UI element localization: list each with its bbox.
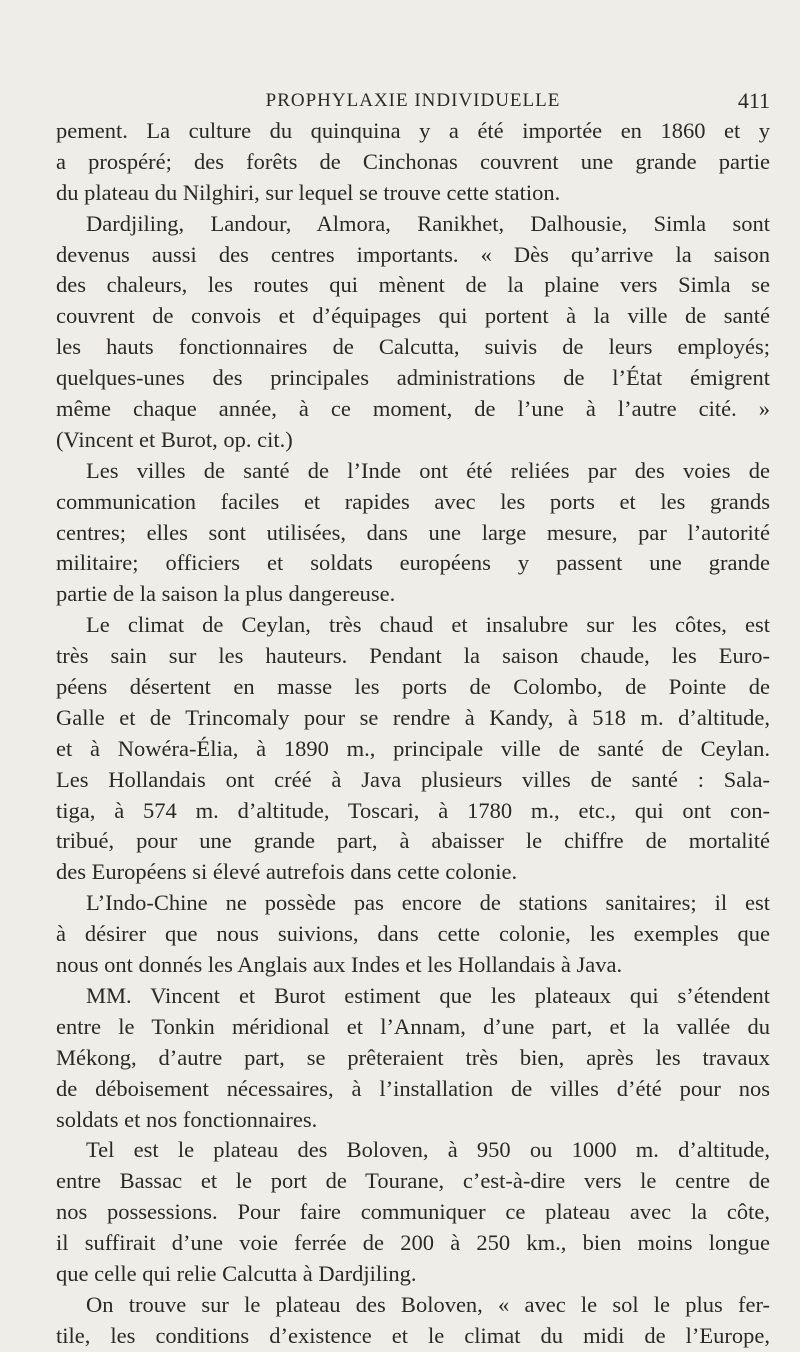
text-line: des chaleurs, les routes qui mènent de la plaine vers Simla se — [56, 272, 770, 298]
running-head: PROPHYLAXIE INDIVIDUELLE — [265, 90, 561, 111]
text-line: partie de la saison la plus dangereuse. — [56, 581, 396, 607]
text-line: Tel est le plateau des Boloven, à 950 ou 1000 m. d’altitude, — [86, 1137, 770, 1163]
text-line: devenus aussi des centres importants. « Dès qu’arrive la saison — [56, 241, 770, 267]
text-line: même chaque année, à ce moment, de l’une à l’autre cité. » — [56, 396, 770, 422]
text-line: pement. La culture du quinquina y a été importée en 1860 et y — [56, 118, 770, 143]
text-line: centres; elles sont utilisées, dans une large mesure, par l’autorité — [56, 519, 770, 545]
text-line: nous ont donnés les Anglais aux Indes et les Hollandais à Java. — [56, 952, 623, 978]
text-line: très sain sur les hauteurs. Pendant la saison chaude, les Euro- — [56, 643, 770, 669]
text-line: entre Bassac et le port de Tourane, c’est-à-dire vers le centre de — [56, 1168, 770, 1194]
text-line: On trouve sur le plateau des Boloven, « avec le sol le plus fer- — [86, 1291, 770, 1317]
text-line: communication faciles et rapides avec les ports et les grands — [56, 488, 770, 514]
text-line: Le climat de Ceylan, très chaud et insalubre sur les côtes, est — [86, 612, 770, 638]
text-line: de déboisement nécessaires, à l’installation de villes d’été pour nos — [56, 1075, 770, 1101]
text-line: L’Indo-Chine ne possède pas encore de stations sanitaires; il est — [86, 890, 770, 916]
text-line: MM. Vincent et Burot estiment que les plateaux qui s’étendent — [86, 982, 770, 1008]
text-line: Les Hollandais ont créé à Java plusieurs villes de santé : Sala- — [56, 766, 770, 792]
text-line: Dardjiling, Landour, Almora, Ranikhet, Dalhousie, Simla sont — [86, 210, 770, 236]
text-line: couvrent de convois et d’équipages qui portent à la ville de santé — [56, 303, 770, 329]
text-line: et à Nowéra-Élia, à 1890 m., principale ville de santé de Ceylan. — [56, 735, 770, 761]
text-line: les hauts fonctionnaires de Calcutta, suivis de leurs employés; — [56, 334, 770, 360]
text-line: Mékong, d’autre part, se prêteraient très bien, après les travaux — [56, 1044, 770, 1070]
text-line: tile, les conditions d’existence et le climat du midi de l’Europe, — [56, 1322, 770, 1348]
page-header — [56, 86, 770, 116]
text-line: Galle et de Trincomaly pour se rendre à Kandy, à 518 m. d’altitude, — [56, 704, 770, 730]
text-line: du plateau du Nilghiri, sur lequel se trouve cette station. — [56, 179, 561, 205]
text-line: soldats et nos fonctionnaires. — [56, 1106, 318, 1132]
text-line: tribué, pour une grande part, à abaisser le chiffre de mortalité — [56, 828, 770, 854]
text-line: péens désertent en masse les ports de Colombo, de Pointe de — [56, 674, 770, 700]
text-line: tiga, à 574 m. d’altitude, Toscari, à 1780 m., etc., qui ont con- — [56, 797, 770, 823]
text-line: quelques-unes des principales administrations de l’État émigrent — [56, 365, 770, 391]
text-line: militaire; officiers et soldats européens y passent une grande — [56, 550, 770, 576]
page-number: 411 — [737, 88, 770, 113]
text-line: il suffirait d’une voie ferrée de 200 à 250 km., bien moins longue — [56, 1230, 770, 1256]
text-line: des Européens si élevé autrefois dans cette colonie. — [56, 859, 518, 885]
citation-line: (Vincent et Burot, op. cit.) — [56, 426, 293, 452]
text-line: que celle qui relie Calcutta à Dardjiling. — [56, 1260, 417, 1286]
text-line: Les villes de santé de l’Inde ont été reliées par des voies de — [86, 457, 770, 483]
text-line: nos possessions. Pour faire communiquer ce plateau avec la côte, — [56, 1199, 770, 1225]
body-text — [56, 116, 770, 1352]
text-line: entre le Tonkin méridional et l’Annam, d’une part, et la vallée du — [56, 1013, 770, 1039]
text-line: a prospéré; des forêts de Cinchonas couvrent une grande partie — [56, 148, 770, 174]
text-line: à désirer que nous suivions, dans cette colonie, les exemples que — [56, 921, 770, 947]
